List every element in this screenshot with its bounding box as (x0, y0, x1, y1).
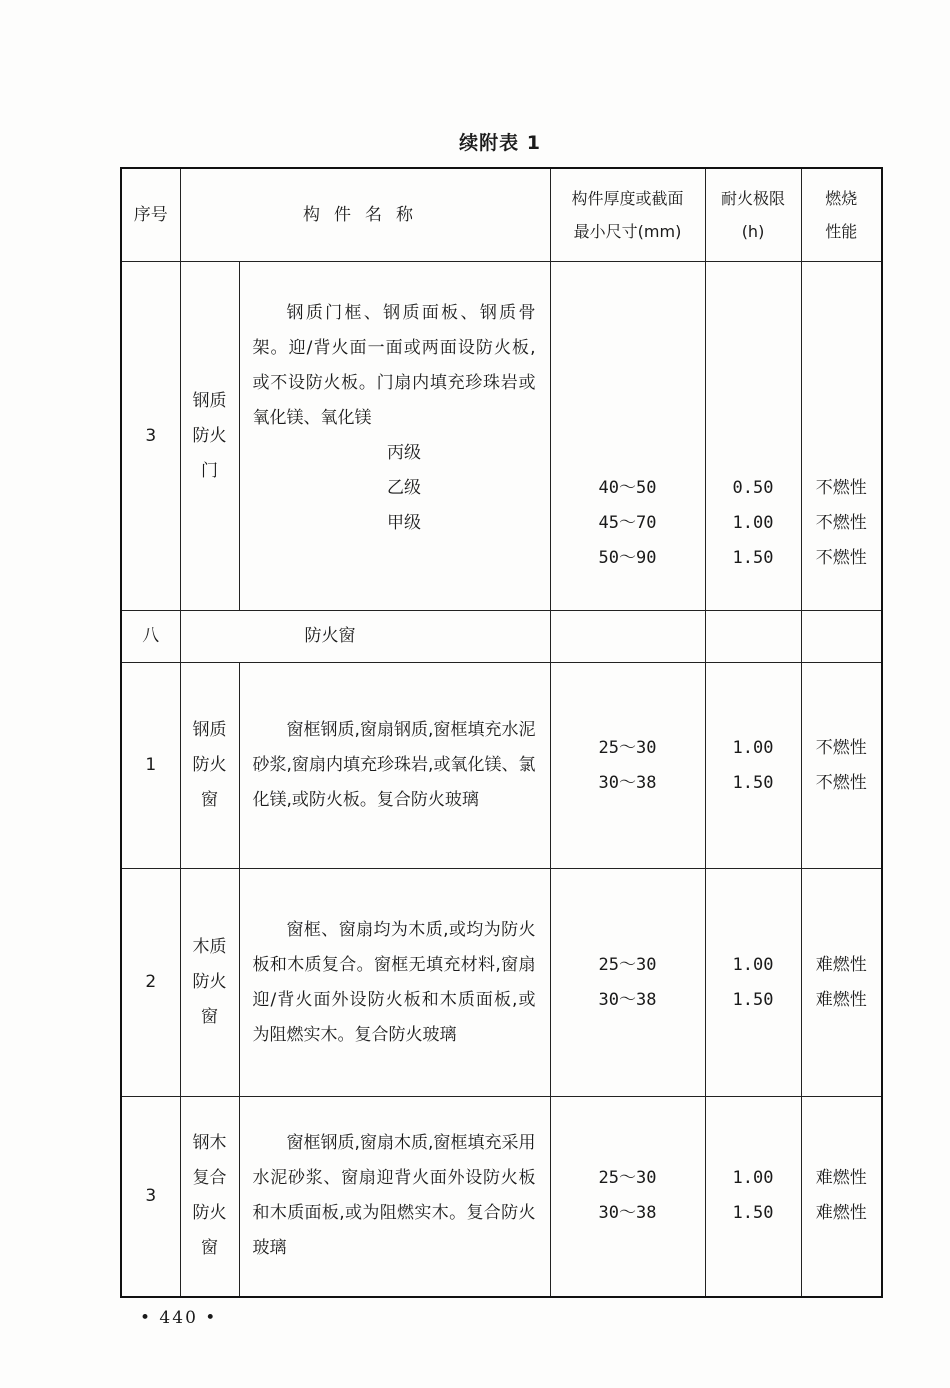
member-type: 钢质 防火 窗 (180, 663, 239, 869)
table-row (121, 869, 882, 1097)
row-no: 1 (121, 663, 180, 869)
table-row (121, 663, 882, 869)
burn-values: 难燃性 难燃性 (801, 1097, 882, 1297)
table-header-row (121, 168, 882, 262)
grade-label: 甲级 (387, 513, 421, 533)
header-no: 序号 (121, 168, 180, 262)
section-name: 防火窗 (180, 611, 550, 663)
burn-values: 难燃性 难燃性 (801, 869, 882, 1097)
member-description: 窗框、窗扇均为木质,或均为防火板和木质复合。窗框无填充材料,窗扇迎/背火面外设防火板和木质面板,或为阻燃实木。复合防火玻璃 (239, 869, 550, 1097)
section-row (121, 611, 882, 663)
limit-values: 0.50 1.00 1.50 (705, 262, 801, 611)
fire-resistance-table (120, 167, 883, 1298)
member-description: 钢质门框、钢质面板、钢质骨架。迎/背火面一面或两面设防火板,或不设防火板。门扇内填充珍珠岩或氧化镁、氧化镁 丙级 乙级 甲级 (239, 262, 550, 611)
grade-label: 乙级 (387, 478, 421, 498)
size-values: 40～50 45～70 50～90 (550, 262, 705, 611)
header-burn: 燃烧 性能 (801, 168, 882, 262)
table-title: 续附表 1 (459, 132, 541, 154)
size-values: 25～30 30～38 (550, 663, 705, 869)
member-type: 钢木 复合 防火 窗 (180, 1097, 239, 1297)
member-type: 钢质 防火 门 (180, 262, 239, 611)
row-no: 3 (121, 262, 180, 611)
limit-values: 1.00 1.50 (705, 1097, 801, 1297)
page-number: • 440 • (140, 1308, 218, 1328)
burn-values: 不燃性 不燃性 (801, 663, 882, 869)
row-no: 3 (121, 1097, 180, 1297)
size-values: 25～30 30～38 (550, 869, 705, 1097)
section-no: 八 (121, 611, 180, 663)
row-no: 2 (121, 869, 180, 1097)
burn-values: 不燃性 不燃性 不燃性 (801, 262, 882, 611)
header-limit: 耐火极限 (h) (705, 168, 801, 262)
grade-label: 丙级 (387, 443, 421, 463)
header-name: 构件名称 (180, 168, 550, 262)
member-description: 窗框钢质,窗扇钢质,窗框填充水泥砂浆,窗扇内填充珍珠岩,或氧化镁、氯化镁,或防火板。复合防火玻璃 (239, 663, 550, 869)
header-size: 构件厚度或截面 最小尺寸(mm) (550, 168, 705, 262)
member-description: 窗框钢质,窗扇木质,窗框填充采用水泥砂浆、窗扇迎背火面外设防火板和木质面板,或为阻燃实木。复合防火玻璃 (239, 1097, 550, 1297)
table-row (121, 262, 882, 611)
table-row (121, 1097, 882, 1297)
size-values: 25～30 30～38 (550, 1097, 705, 1297)
limit-values: 1.00 1.50 (705, 869, 801, 1097)
limit-values: 1.00 1.50 (705, 663, 801, 869)
member-type: 木质 防火 窗 (180, 869, 239, 1097)
